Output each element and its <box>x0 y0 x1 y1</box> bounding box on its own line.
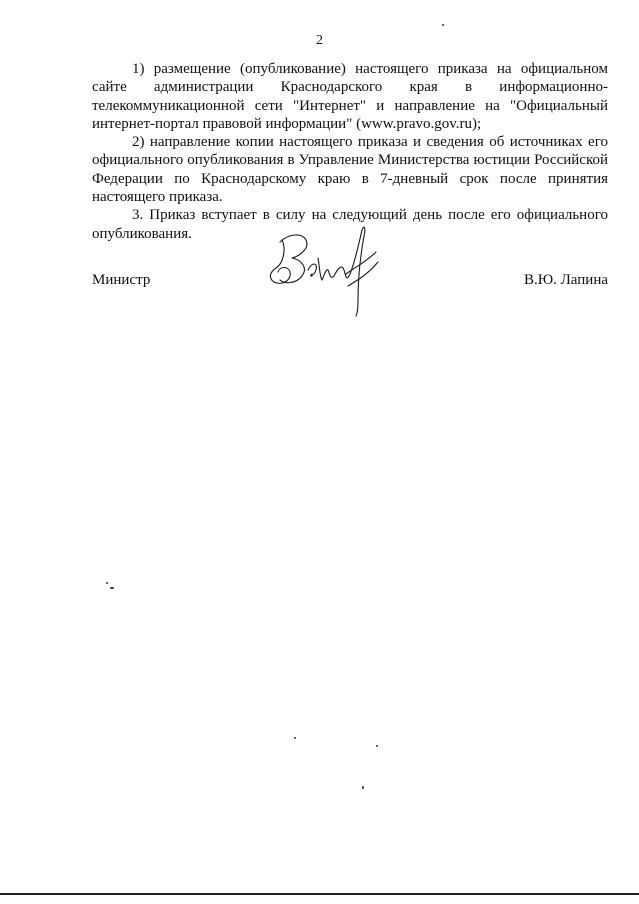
scan-edge-line <box>0 893 639 895</box>
scan-speck <box>442 24 444 26</box>
scan-speck <box>110 587 114 589</box>
handwritten-signature <box>262 218 384 318</box>
scan-speck <box>106 582 108 584</box>
paragraph-copy-to-justice: 2) направление копии настоящего приказа и сведения об источниках его официального опубликования в Управление Министерства юстиции Российской Федерации по Краснодарскому краю в 7-дневный срок после принятия настоящего приказа. <box>92 134 608 206</box>
paragraph-effective-date: 3. Приказ вступает в силу на следующий день после его официального опубликования. <box>92 207 608 242</box>
signer-title: Министр <box>92 272 151 288</box>
signer-name: В.Ю. Лапина <box>523 272 608 288</box>
scan-speck <box>362 786 364 789</box>
paragraph-publication: 1) размещение (опубликование) настоящего приказа на официальном сайте администрации Краснодарского края в информационно-телекоммуникационной сети "Интернет" и направление на "Официальный интернет-портал правовой информации" (www.pravo.gov.ru); <box>92 61 608 132</box>
page-number: 2 <box>316 33 323 48</box>
scan-speck <box>376 745 378 747</box>
document-body <box>92 60 608 243</box>
scan-speck <box>294 737 296 739</box>
